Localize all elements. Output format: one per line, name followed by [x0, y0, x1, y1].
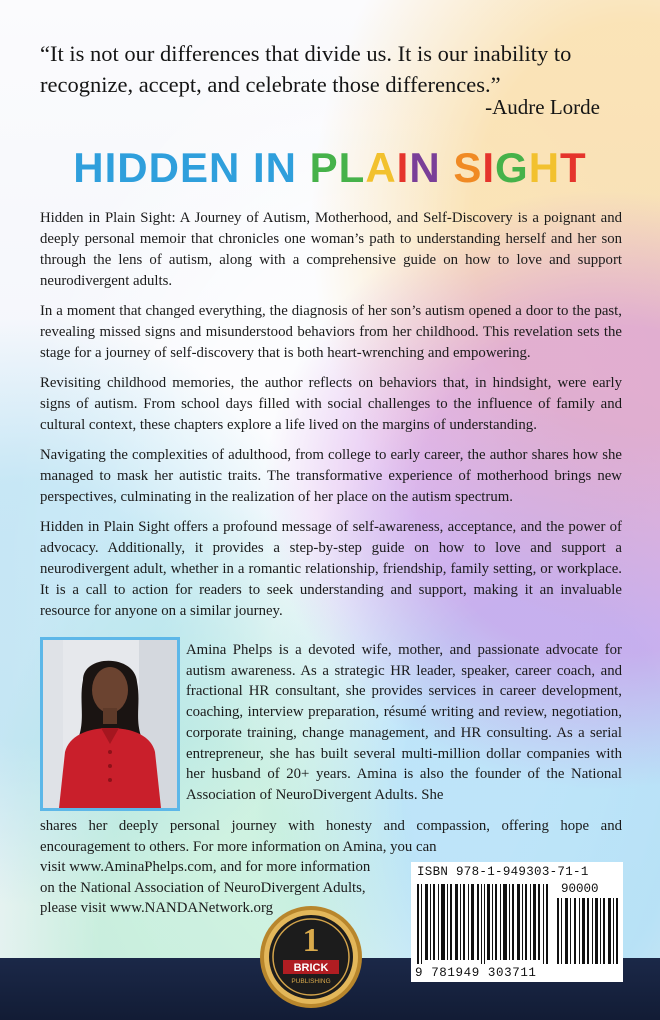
title-letter-g: G	[495, 144, 529, 191]
author-bio-continued: shares her deeply personal journey with honesty and compassion, offering hope and encouragement to others. For more information on Amina, you can	[40, 818, 622, 855]
price-code-text: 90000	[561, 882, 599, 896]
book-title	[0, 144, 660, 192]
description-paragraph: Hidden in Plain Sight offers a profound message of self-awareness, acceptance, and the power of advocacy. Additionally, it provides a step-by-step guide on how to love and support a neurodivergent adult, whether in a romantic relationship, friendship, family setting, or workplace. It is a call to action for readers to seek understanding and support, making it an invaluable resource for anyone on a similar journey.	[40, 519, 622, 619]
title-letter-i2: I	[482, 144, 496, 191]
title-letters-pl: PL	[309, 144, 366, 191]
brick-publishing-seal-icon	[259, 905, 363, 1009]
title-letter-n: N	[409, 144, 454, 191]
author-bio-links: visit www.AminaPhelps.com, and for more information on the National Association of NeuroDivergent Adults, please visit www.NANDANetwork.org	[40, 859, 371, 917]
title-letter-h: H	[528, 144, 561, 191]
book-description	[40, 208, 622, 631]
publisher-sub: PUBLISHING	[291, 978, 331, 985]
description-paragraph: Hidden in Plain Sight: A Journey of Autism, Motherhood, and Self-Discovery is a poignant and deeply personal memoir that chronicles one woman’s path to understanding herself and her son through the lens of autism, along with a comprehensive guide on how to love and support neurodivergent adults.	[40, 210, 622, 289]
title-letter-a: A	[365, 144, 397, 191]
author-bio: Amina Phelps is a devoted wife, mother, and passionate advocate for autism awareness. As a strategic HR leader, speaker, career coach, and fractional HR consultant, she provides services in career development, coaching, interview preparation, résumé writing and review, negotiation, corporate training, change management, and HR consulting. As a serial entrepreneur, she has built several multi-million dollar companies with her husband of 20+ years. Amina is also the founder of the National Association of NeuroDivergent Adults. She	[186, 642, 622, 803]
title-word-hidden: HIDDEN	[73, 144, 253, 191]
isbn-barcode	[411, 862, 623, 982]
title-letter-t: T	[560, 144, 587, 191]
author-portrait-illustration	[43, 640, 177, 808]
title-letter-i: I	[396, 144, 410, 191]
description-paragraph: Revisiting childhood memories, the author reflects on behaviors that, in hindsight, were early signs of autism. From school days filled with social challenges to the influence of family and cultural context, these chapters explore a life lived on the margins of understanding.	[40, 375, 622, 433]
price-addon-bars	[557, 898, 619, 964]
description-paragraph: Navigating the complexities of adulthood, from college to early career, the author shares how she managed to mask her autistic traits. The transformative experience of motherhood brings new perspectives, culminating in the realization of her place on the autism spectrum.	[40, 447, 622, 505]
isbn-text: ISBN 978-1-949303-71-1	[417, 865, 589, 879]
author-photo	[40, 637, 180, 811]
epigraph-quote: “It is not our differences that divide us. It is our inability to recognize, accept, and celebrate those differences.”	[40, 41, 572, 97]
quote-attribution: -Audre Lorde	[485, 95, 600, 119]
description-paragraph: In a moment that changed everything, the diagnosis of her son’s autism opened a door to the past, revealing missed signs and misunderstood behaviors from her childhood. This revelation sets the stage for a journey of self-discovery that is both heart-wrenching and empowering.	[40, 303, 622, 361]
barcode-digits: 9 781949 303711	[415, 966, 537, 980]
ean-barcode-bars	[417, 884, 553, 964]
publisher-logo	[259, 905, 363, 1009]
title-word-in: IN	[252, 144, 310, 191]
publisher-name: BRICK	[293, 962, 329, 974]
publisher-numeral: 1	[302, 922, 320, 959]
title-letter-s: S	[453, 144, 483, 191]
